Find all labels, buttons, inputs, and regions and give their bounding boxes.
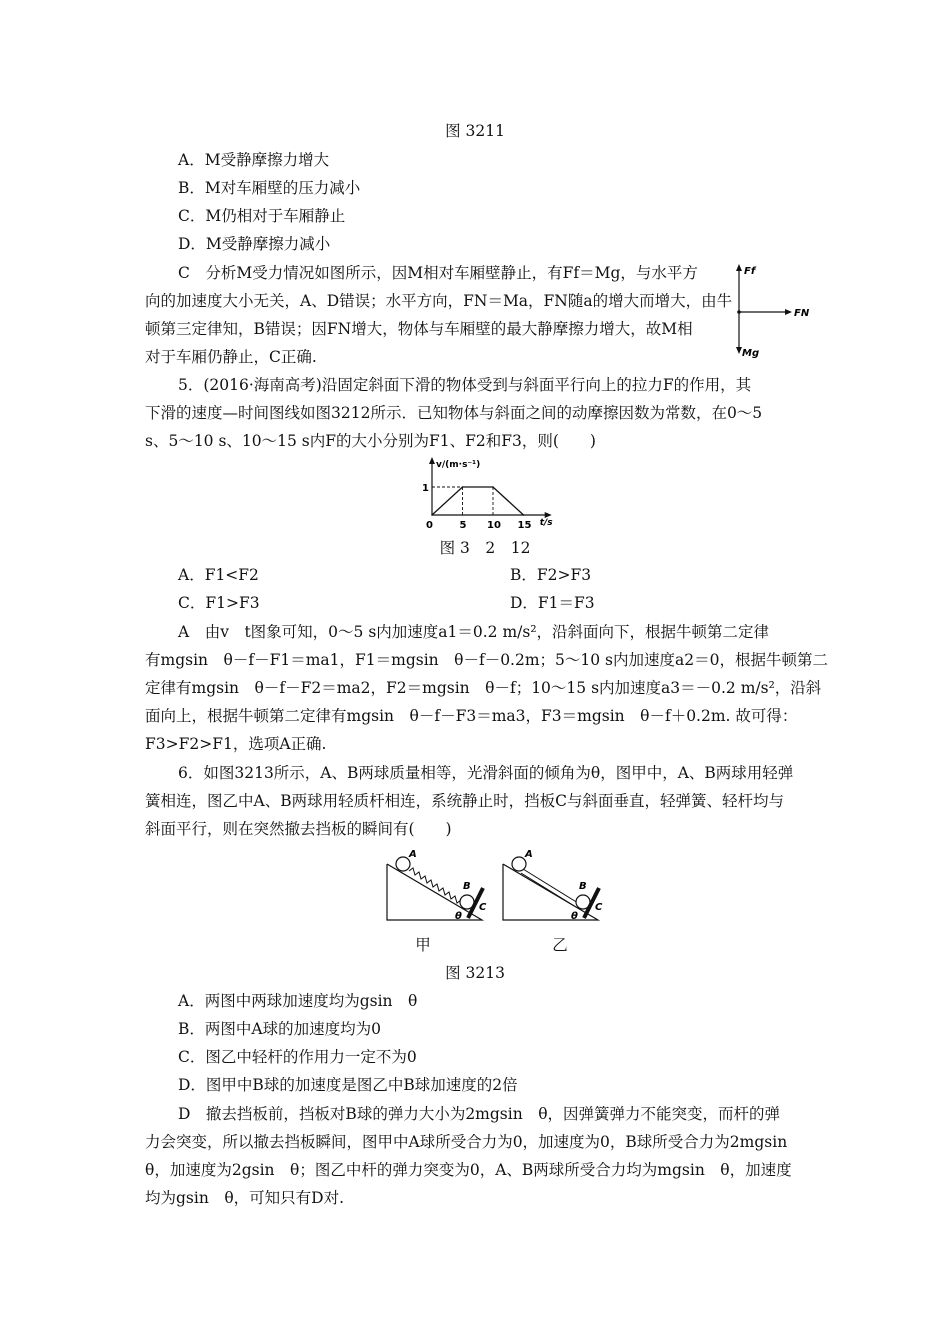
y-tick-label: 1	[422, 483, 429, 494]
x-axis-label: t/s	[539, 518, 553, 528]
velocity-data-point	[523, 514, 525, 516]
q5-option-d: D．F1＝F3	[510, 594, 595, 612]
force-diagram	[728, 262, 818, 362]
q5-answer-line: 面向上，根据牛顿第二定律有mgsin θ－f－F3＝ma3，F3＝mgsin θ－f＋0.2m. 故可得：	[145, 707, 798, 725]
rod-edge	[523, 869, 578, 903]
q5-option-b: B．F2>F3	[510, 566, 592, 584]
force-right-arrowhead	[785, 309, 792, 315]
q6-option-d: D．图甲中B球的加速度是图乙中B球加速度的2倍	[178, 1076, 518, 1094]
theta-label: θ	[455, 911, 462, 922]
incline-spring-figure	[382, 848, 492, 926]
fig3213-left-caption: 甲	[415, 936, 431, 954]
ball-b-label: B	[463, 881, 471, 892]
q6-stem-line: 斜面平行，则在突然撤去挡板的瞬间有( )	[145, 820, 452, 838]
q4-option-d: D．M受静摩擦力减小	[178, 235, 331, 253]
q5-answer-line: 有mgsin θ－f－F1＝ma1，F1＝mgsin θ－f－0.2m；5～10 s内加速度a2＝0，根据牛顿第二	[145, 651, 828, 669]
ball-a-label: A	[525, 849, 533, 860]
q6-stem-line: 6．如图3213所示，A、B两球质量相等，光滑斜面的倾角为θ，图甲中，A、B两球用轻弹	[178, 764, 794, 782]
ball-a-label: A	[409, 849, 417, 860]
incline-triangle	[387, 864, 482, 920]
q5-option-a: A．F1<F2	[178, 566, 259, 584]
fig3212-caption: 图 3 2 12	[439, 539, 531, 557]
q6-answer-line: 力会突变，所以撤去挡板瞬间，图甲中A球所受合力为0，加速度为0，B球所受合力为2mgsin	[145, 1133, 788, 1151]
fig3211-caption: 图 3211	[445, 122, 505, 140]
q5-stem-line: 下滑的速度—时间图线如图3212所示．已知物体与斜面之间的动摩擦因数为常数，在0～5	[145, 404, 763, 422]
q5-option-c: C．F1>F3	[178, 594, 260, 612]
velocity-time-chart	[405, 455, 575, 535]
force-label-up: Ff	[744, 266, 756, 277]
force-label-right: FN	[794, 308, 810, 319]
x-tick-label: 0	[426, 520, 433, 531]
x-tick-label: 5	[459, 520, 467, 531]
y-axis-arrowhead	[429, 457, 435, 464]
q5-answer-line: 定律有mgsin θ－f－F2＝ma2，F2＝mgsin θ－f；10～15 s内加速度a3＝－0.2 m/s²，沿斜	[145, 679, 822, 697]
incline-rod-figure	[498, 848, 608, 926]
q6-option-a: A．两图中两球加速度均为gsin θ	[178, 992, 418, 1010]
q5-answer-line: F3>F2>F1，选项A正确.	[145, 735, 327, 753]
x-tick-label: 10	[487, 520, 501, 531]
velocity-data-point	[462, 486, 464, 488]
q5-stem-line: 5．(2016·海南高考)沿固定斜面下滑的物体受到与斜面平行向上的拉力F的作用，其	[178, 376, 752, 394]
q4-option-a: A．M受静摩擦力增大	[178, 151, 330, 169]
velocity-data-point	[431, 514, 433, 516]
q4-answer-line: C 分析M受力情况如图所示，因M相对车厢壁静止，有Ff＝Mg，与水平方	[178, 264, 698, 282]
barrier-c-label: C	[479, 902, 487, 913]
spring	[409, 868, 463, 904]
q4-option-c: C．M仍相对于车厢静止	[178, 207, 346, 225]
q5-stem-line: s、5～10 s、10～15 s内F的大小分别为F1、F2和F3，则( )	[145, 432, 596, 450]
fig3213-right-caption: 乙	[552, 936, 568, 954]
incline-triangle	[503, 864, 598, 920]
q6-answer-line: 均为gsin θ，可知只有D对.	[145, 1189, 345, 1207]
q4-answer-line: 对于车厢仍静止，C正确.	[145, 348, 317, 366]
force-up-arrowhead	[736, 264, 742, 271]
velocity-data-point	[492, 486, 494, 488]
force-origin-dot	[737, 310, 741, 314]
y-axis-label: v/(m·s⁻¹)	[436, 460, 481, 470]
velocity-series-line	[432, 487, 524, 515]
force-label-down: Mg	[742, 348, 760, 359]
q4-answer-line: 向的加速度大小无关，A、D错误；水平方向，FN＝Ma，FN随a的增大而增大，由牛	[145, 292, 733, 310]
x-tick-label: 15	[517, 520, 532, 531]
q6-option-c: C．图乙中轻杆的作用力一定不为0	[178, 1048, 417, 1066]
rod-edge	[521, 873, 576, 907]
ball-a	[512, 857, 526, 871]
q6-answer-line: θ，加速度为2gsin θ；图乙中杆的弹力突变为0，A、B两球所受合力均为mgsin θ，加速度	[145, 1161, 792, 1179]
ball-b-label: B	[579, 881, 587, 892]
q4-option-b: B．M对车厢壁的压力减小	[178, 179, 361, 197]
q4-answer-line: 顿第三定律知，B错误；因FN增大，物体与车厢壁的最大静摩擦力增大，故M相	[145, 320, 693, 338]
q6-option-b: B．两图中A球的加速度均为0	[178, 1020, 381, 1038]
fig3213-caption: 图 3213	[445, 964, 505, 982]
q5-answer-line: A 由v t图象可知，0～5 s内加速度a1＝0.2 m/s²，沿斜面向下，根据牛顿第二定律	[178, 623, 770, 641]
theta-label: θ	[571, 911, 578, 922]
barrier-c-label: C	[595, 902, 603, 913]
ball-a	[396, 857, 410, 871]
q6-answer-line: D 撤去挡板前，挡板对B球的弹力大小为2mgsin θ，因弹簧弹力不能突变，而杆的弹	[178, 1105, 781, 1123]
q6-stem-line: 簧相连，图乙中A、B两球用轻质杆相连，系统静止时，挡板C与斜面垂直，轻弹簧、轻杆均与	[145, 792, 784, 810]
